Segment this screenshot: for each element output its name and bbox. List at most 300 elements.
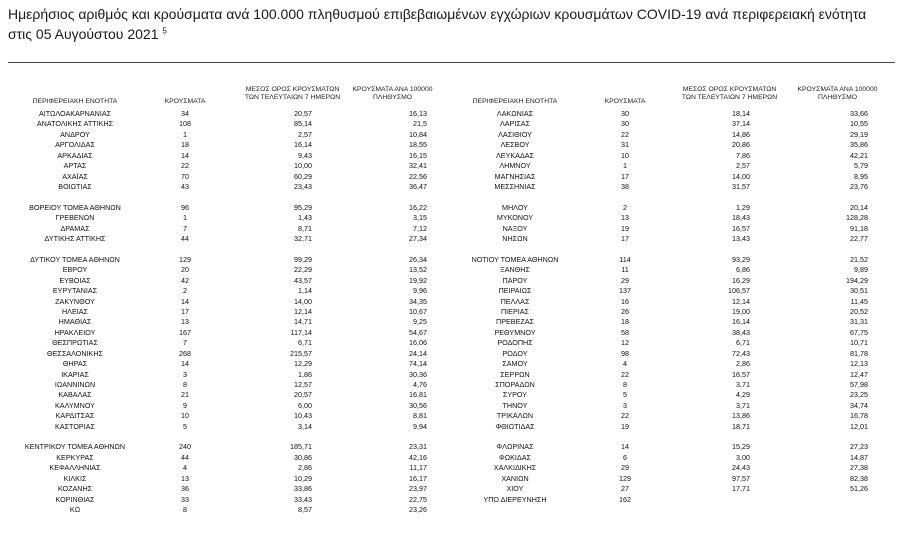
cases-cell: 8: [183, 505, 187, 514]
avg-cell: 6,00: [298, 400, 312, 410]
avg-cell: 15,29: [732, 442, 750, 452]
region-cell: ΚΟΖΑΝΗΣ: [57, 484, 93, 494]
rate-cell: 33,66: [850, 109, 868, 118]
rate-cell: 18,55: [409, 140, 427, 150]
cases-cell: 167: [179, 327, 191, 337]
cases-cell: 30: [621, 109, 629, 118]
region-cell: ΑΡΤΑΣ: [63, 161, 87, 171]
cases-cell: 4: [183, 463, 187, 473]
avg-cell: 2,57: [736, 161, 750, 171]
left-header-region: ΠΕΡΙΦΕΡΕΙΑΚΗ ΕΝΟΤΗΤΑ: [32, 98, 118, 105]
region-cell: ΤΗΝΟΥ: [502, 400, 528, 410]
region-cell: ΣΥΡΟΥ: [502, 390, 528, 400]
cases-cell: [155, 432, 215, 442]
cases-cell: 11: [621, 265, 629, 275]
title-text: Ημερήσιος αριθμός και κρούσματα ανά 100.000 πληθυσμού επιβεβαιωμένων εγχώριων κρουσμάτων COVID-19 ανά περιφερειακή ενότητα στις 05 Αυγούστου 2021: [8, 6, 867, 42]
avg-cell: 14,00: [732, 171, 750, 181]
region-cell: ΠΕΛΛΑΣ: [500, 296, 530, 306]
avg-cell: 1,43: [298, 213, 312, 223]
region-cell: ΗΜΑΘΙΑΣ: [58, 317, 92, 327]
region-cell: [445, 245, 585, 255]
cases-cell: 1: [623, 161, 627, 171]
cases-cell: 5: [183, 421, 187, 431]
region-cell: ΗΛΕΙΑΣ: [61, 307, 89, 316]
region-cell: ΙΚΑΡΙΑΣ: [61, 369, 89, 379]
region-cell: ΘΗΡΑΣ: [62, 359, 88, 369]
cases-cell: [595, 192, 655, 202]
avg-cell: 13,86: [732, 411, 750, 421]
region-cell: ΜΥΚΟΝΟΥ: [496, 213, 534, 223]
rate-cell: 34,74: [850, 400, 868, 410]
avg-cell: 9,43: [298, 150, 312, 160]
cases-cell: 44: [181, 452, 189, 462]
cases-cell: 42: [181, 275, 189, 285]
rate-cell: 10,67: [409, 307, 427, 316]
region-cell: ΑΙΤΩΛΟΑΚΑΡΝΑΝΙΑΣ: [38, 109, 112, 118]
region-cell: ΜΕΣΣΗΝΙΑΣ: [494, 181, 536, 191]
rate-cell: 16,06: [409, 338, 427, 348]
rate-cell: 7,12: [413, 223, 427, 233]
avg-cell: 6,86: [736, 265, 750, 275]
rate-cell: 22,75: [409, 494, 427, 504]
rate-cell: 42,16: [409, 452, 427, 462]
region-cell: ΛΑΡΙΣΑΣ: [499, 119, 531, 129]
rate-cell: 9,25: [413, 317, 427, 327]
avg-cell: 16,14: [294, 140, 312, 150]
cases-cell: 34: [181, 109, 189, 118]
avg-cell: 2,57: [298, 129, 312, 139]
avg-cell: 97,57: [732, 473, 750, 483]
region-cell: [445, 432, 585, 442]
cases-cell: 22: [181, 161, 189, 171]
rate-cell: 12,13: [850, 359, 868, 369]
cases-cell: 129: [179, 254, 191, 264]
avg-cell: 2,86: [298, 463, 312, 473]
cases-cell: 36: [181, 484, 189, 494]
cases-cell: 7: [183, 223, 187, 233]
cases-cell: 33: [181, 494, 189, 504]
region-cell: ΚΑΛΥΜΝΟΥ: [55, 400, 95, 410]
cases-cell: 13: [621, 213, 629, 223]
avg-cell: 18,14: [732, 109, 750, 118]
avg-cell: 16,57: [732, 223, 750, 233]
region-cell: ΡΕΘΥΜΝΟΥ: [494, 327, 536, 337]
rate-cell: 4,76: [413, 379, 427, 389]
avg-cell: 106,57: [728, 286, 750, 296]
cases-cell: 18: [181, 140, 189, 150]
rate-cell: 27,38: [850, 463, 868, 473]
cases-cell: 137: [619, 286, 631, 296]
avg-cell: 117,14: [290, 327, 312, 337]
cases-cell: 19: [621, 223, 629, 233]
cases-cell: 1: [183, 129, 187, 139]
avg-cell: 3,00: [736, 452, 750, 462]
cases-cell: 13: [181, 317, 189, 327]
rate-cell: 22,77: [850, 234, 868, 243]
rate-cell: 11,45: [850, 296, 868, 306]
avg-cell: 22,29: [294, 265, 312, 275]
region-cell: ΣΠΟΡΑΔΩΝ: [495, 379, 535, 389]
rate-cell: 128,28: [846, 213, 868, 223]
rate-cell: [377, 245, 427, 255]
region-cell: ΗΡΑΚΛΕΙΟΥ: [54, 327, 96, 337]
avg-cell: 18,71: [732, 421, 750, 431]
cases-cell: 7: [183, 338, 187, 348]
avg-cell: 20,57: [294, 109, 312, 118]
rate-cell: 14,87: [850, 452, 868, 462]
cases-cell: 129: [619, 473, 631, 483]
rate-cell: 16,13: [409, 109, 427, 118]
avg-cell: 18,43: [732, 213, 750, 223]
cases-cell: 13: [181, 473, 189, 483]
cases-cell: 240: [179, 442, 191, 452]
cases-cell: 14: [181, 296, 189, 306]
rate-cell: 10,55: [850, 119, 868, 129]
region-cell: ΚΩ: [69, 505, 81, 514]
rate-cell: 67,75: [850, 327, 868, 337]
region-cell: ΠΡΕΒΕΖΑΣ: [496, 317, 534, 327]
rate-cell: 9,96: [413, 286, 427, 296]
avg-cell: 13,43: [732, 234, 750, 243]
avg-cell: 60,29: [294, 171, 312, 181]
avg-cell: 14,00: [294, 296, 312, 306]
avg-cell: 12,57: [294, 379, 312, 389]
region-cell: ΛΕΣΒΟΥ: [500, 140, 530, 150]
avg-cell: 6,71: [298, 338, 312, 348]
rate-cell: 54,67: [409, 327, 427, 337]
left-header-rate: ΚΡΟΥΣΜΑΤΑ ΑΝΑ 100000 ΠΛΗΘΥΣΜΟ: [352, 86, 433, 101]
cases-cell: 14: [181, 150, 189, 160]
rate-cell: 34,35: [409, 296, 427, 306]
cases-cell: 10: [621, 150, 629, 160]
rate-cell: 29,19: [850, 129, 868, 139]
rate-cell: 30,36: [409, 369, 427, 379]
rate-cell: 32,41: [409, 161, 427, 171]
cases-cell: 12: [621, 338, 629, 348]
region-cell: ΡΟΔΟΠΗΣ: [497, 338, 533, 348]
cases-cell: 96: [181, 202, 189, 212]
region-cell: ΕΥΡΥΤΑΝΙΑΣ: [52, 286, 98, 296]
rate-cell: 91,18: [850, 223, 868, 233]
avg-cell: 43,57: [294, 275, 312, 285]
rate-cell: 57,98: [850, 379, 868, 389]
avg-cell: 12,14: [294, 307, 312, 316]
region-cell: ΠΑΡΟΥ: [502, 275, 528, 285]
right-header-avg: ΜΕΣΟΣ ΟΡΟΣ ΚΡΟΥΣΜΑΤΩΝ ΤΩΝ ΤΕΛΕΥΤΑΙΩΝ 7 ΗΜΕΡΩΝ: [681, 86, 778, 101]
title-footnote-marker: 5: [162, 26, 167, 36]
cases-cell: 8: [183, 379, 187, 389]
rate-cell: 16,81: [409, 390, 427, 400]
cases-cell: 43: [181, 181, 189, 191]
region-cell: ΛΗΜΝΟΥ: [499, 161, 531, 171]
rate-cell: 74,14: [409, 359, 427, 369]
rate-cell: 9,94: [413, 421, 427, 431]
rate-cell: 24,14: [409, 348, 427, 358]
cases-cell: 1: [183, 213, 187, 223]
avg-cell: 4,29: [736, 390, 750, 400]
cases-cell: 22: [621, 369, 629, 379]
region-cell: ΔΡΑΜΑΣ: [60, 223, 90, 233]
region-cell: ΛΑΚΩΝΙΑΣ: [496, 109, 534, 118]
avg-cell: 10,00: [294, 161, 312, 171]
avg-cell: 14,86: [732, 129, 750, 139]
cases-cell: 44: [181, 234, 189, 243]
rate-cell: 16,78: [850, 411, 868, 421]
rate-cell: 23,26: [409, 505, 427, 514]
region-cell: ΚΕΦΑΛΛΗΝΙΑΣ: [49, 463, 101, 473]
region-cell: ΛΑΣΙΘΙΟΥ: [498, 129, 532, 139]
region-cell: ΠΕΙΡΑΙΩΣ: [498, 286, 532, 296]
avg-cell: [700, 432, 750, 442]
avg-cell: [700, 192, 750, 202]
cases-cell: [595, 432, 655, 442]
avg-cell: 12,29: [294, 359, 312, 369]
cases-cell: 14: [621, 442, 629, 452]
rate-cell: 5,79: [854, 161, 868, 171]
region-cell: ΦΘΙΩΤΙΔΑΣ: [495, 421, 535, 431]
rate-cell: 23,31: [409, 442, 427, 452]
cases-cell: 30: [621, 119, 629, 129]
region-cell: ΒΟΙΩΤΙΑΣ: [58, 181, 92, 191]
cases-cell: 16: [621, 296, 629, 306]
region-cell: ΚΕΡΚΥΡΑΣ: [56, 452, 94, 462]
cases-cell: 108: [179, 119, 191, 129]
region-cell: ΕΥΒΟΙΑΣ: [59, 275, 91, 285]
cases-cell: 19: [621, 421, 629, 431]
cases-cell: 20: [181, 265, 189, 275]
rate-cell: 30,51: [850, 286, 868, 296]
cases-cell: 268: [179, 348, 191, 358]
rate-cell: 82,38: [850, 473, 868, 483]
avg-cell: 38,43: [732, 327, 750, 337]
rate-cell: 10,71: [850, 338, 868, 348]
cases-cell: 10: [181, 411, 189, 421]
cases-cell: 17: [621, 171, 629, 181]
region-cell: ΜΑΓΝΗΣΙΑΣ: [494, 171, 536, 181]
right-header-cases: ΚΡΟΥΣΜΑΤΑ: [604, 98, 646, 105]
region-cell: ΚΑΡΔΙΤΣΑΣ: [55, 411, 95, 421]
avg-cell: 16,57: [732, 369, 750, 379]
region-cell: ΝΗΣΩΝ: [502, 234, 528, 243]
region-cell: ΧΙΟΥ: [506, 484, 524, 494]
region-cell: ΚΑΒΑΛΑΣ: [58, 390, 92, 400]
avg-cell: [700, 245, 750, 255]
avg-cell: 33,43: [294, 494, 312, 504]
cases-cell: 2: [623, 202, 627, 212]
rate-cell: 22,56: [409, 171, 427, 181]
region-cell: ΒΟΡΕΙΟΥ ΤΟΜΕΑ ΑΘΗΝΩΝ: [29, 202, 121, 212]
rate-cell: 19,92: [409, 275, 427, 285]
cases-cell: 6: [623, 452, 627, 462]
rate-cell: 26,34: [409, 254, 427, 264]
rate-cell: 81,78: [850, 348, 868, 358]
rate-cell: 16,22: [409, 202, 427, 212]
region-cell: ΑΧΑΪΑΣ: [62, 171, 88, 181]
avg-cell: 16,29: [732, 275, 750, 285]
region-cell: ΖΑΚΥΝΘΟΥ: [55, 296, 95, 306]
rate-cell: 13,52: [409, 265, 427, 275]
avg-cell: [262, 245, 312, 255]
cases-cell: 29: [621, 463, 629, 473]
rate-cell: 30,56: [409, 400, 427, 410]
region-cell: ΣΕΡΡΩΝ: [500, 369, 530, 379]
cases-cell: 9: [183, 400, 187, 410]
avg-cell: 95,29: [294, 202, 312, 212]
avg-cell: 185,71: [290, 442, 312, 452]
region-cell: ΠΙΕΡΙΑΣ: [500, 307, 529, 316]
region-cell: ΥΠΟ ΔΙΕΡΕΥΝΗΣΗ: [483, 494, 547, 504]
region-cell: ΞΑΝΘΗΣ: [500, 265, 530, 275]
rate-cell: [377, 432, 427, 442]
avg-cell: 85,14: [294, 119, 312, 129]
region-cell: [5, 245, 145, 255]
cases-cell: 22: [621, 129, 629, 139]
cases-cell: 17: [181, 307, 189, 316]
cases-cell: 29: [621, 275, 629, 285]
avg-cell: 8,57: [298, 505, 312, 514]
avg-cell: 20,86: [732, 140, 750, 150]
cases-cell: 38: [621, 181, 629, 191]
avg-cell: 12,14: [732, 296, 750, 306]
region-cell: ΘΕΣΣΑΛΟΝΙΚΗΣ: [47, 348, 103, 358]
rate-cell: 23,97: [409, 484, 427, 494]
region-cell: [445, 192, 585, 202]
avg-cell: 93,29: [732, 254, 750, 264]
rate-cell: [377, 192, 427, 202]
region-cell: ΑΡΓΟΛΙΔΑΣ: [55, 140, 95, 150]
rate-cell: [818, 495, 868, 505]
rate-cell: 31,31: [850, 317, 868, 327]
region-cell: ΚΟΡΙΝΘΙΑΣ: [55, 494, 95, 504]
rate-cell: 194,29: [846, 275, 868, 285]
page-title: [8, 4, 888, 44]
right-header-rate: ΚΡΟΥΣΜΑΤΑ ΑΝΑ 100000 ΠΛΗΘΥΣΜΟ: [797, 86, 878, 101]
rate-cell: 42,21: [850, 150, 868, 160]
region-cell: ΦΩΚΙΔΑΣ: [499, 452, 531, 462]
cases-cell: 18: [621, 317, 629, 327]
rate-cell: 51,26: [850, 484, 868, 494]
cases-cell: 4: [623, 359, 627, 369]
avg-cell: 3,71: [736, 379, 750, 389]
cases-cell: 2: [183, 286, 187, 296]
rate-cell: 16,15: [409, 150, 427, 160]
cases-cell: 17: [621, 234, 629, 243]
left-header-avg: ΜΕΣΟΣ ΟΡΟΣ ΚΡΟΥΣΜΑΤΩΝ ΤΩΝ ΤΕΛΕΥΤΑΙΩΝ 7 ΗΜΕΡΩΝ: [244, 86, 341, 101]
avg-cell: 14,71: [294, 317, 312, 327]
rate-cell: 9,89: [854, 265, 868, 275]
region-cell: ΑΝΑΤΟΛΙΚΗΣ ΑΤΤΙΚΗΣ: [36, 119, 114, 129]
region-cell: ΧΑΝΙΩΝ: [501, 473, 529, 483]
avg-cell: 37,14: [732, 119, 750, 129]
cases-cell: 14: [181, 359, 189, 369]
region-cell: ΚΑΣΤΟΡΙΑΣ: [55, 421, 95, 431]
rate-cell: 20,52: [850, 307, 868, 316]
avg-cell: 3,14: [298, 421, 312, 431]
avg-cell: 215,57: [290, 348, 312, 358]
avg-cell: 72,43: [732, 348, 750, 358]
cases-cell: 27: [621, 484, 629, 494]
rate-cell: 11,17: [409, 463, 427, 473]
rate-cell: 27,34: [409, 234, 427, 243]
avg-cell: 20,57: [294, 390, 312, 400]
cases-cell: 31: [621, 140, 629, 150]
avg-cell: 32,71: [294, 234, 312, 243]
rate-cell: 12,47: [850, 369, 868, 379]
rate-cell: 27,23: [850, 442, 868, 452]
avg-cell: 23,43: [294, 181, 312, 191]
region-cell: ΙΩΑΝΝΙΝΩΝ: [54, 379, 96, 389]
avg-cell: 6,71: [736, 338, 750, 348]
avg-cell: 7,86: [736, 150, 750, 160]
avg-cell: 1,14: [298, 286, 312, 296]
avg-cell: [700, 495, 750, 505]
left-header-cases: ΚΡΟΥΣΜΑΤΑ: [164, 98, 206, 105]
avg-cell: 31,57: [732, 181, 750, 191]
region-cell: ΧΑΛΚΙΔΙΚΗΣ: [493, 463, 537, 473]
avg-cell: 8,71: [298, 223, 312, 233]
cases-cell: 3: [623, 400, 627, 410]
cases-cell: 162: [619, 494, 631, 504]
cases-cell: 3: [183, 369, 187, 379]
header-divider: [8, 62, 895, 63]
avg-cell: 10,29: [294, 473, 312, 483]
cases-cell: 114: [619, 254, 631, 264]
region-cell: [5, 432, 145, 442]
region-cell: ΡΟΔΟΥ: [502, 348, 528, 358]
avg-cell: 33,86: [294, 484, 312, 494]
rate-cell: 8,95: [854, 171, 868, 181]
rate-cell: 8,81: [413, 411, 427, 421]
cases-cell: 70: [181, 171, 189, 181]
avg-cell: 19,00: [732, 307, 750, 316]
cases-cell: 5: [623, 390, 627, 400]
rate-cell: 21,5: [413, 119, 427, 129]
region-cell: ΛΕΥΚΑΔΑΣ: [495, 150, 534, 160]
region-cell: ΜΗΛΟΥ: [502, 202, 528, 212]
region-cell: ΝΑΞΟΥ: [502, 223, 528, 233]
region-cell: ΘΕΣΠΡΩΤΙΑΣ: [52, 338, 98, 348]
region-cell: ΚΕΝΤΡΙΚΟΥ ΤΟΜΕΑ ΑΘΗΝΩΝ: [24, 442, 126, 452]
region-cell: ΦΛΩΡΙΝΑΣ: [496, 442, 534, 452]
avg-cell: 30,86: [294, 452, 312, 462]
avg-cell: 10,43: [294, 411, 312, 421]
region-cell: ΝΟΤΙΟΥ ΤΟΜΕΑ ΑΘΗΝΩΝ: [471, 254, 559, 264]
right-header-region: ΠΕΡΙΦΕΡΕΙΑΚΗ ΕΝΟΤΗΤΑ: [472, 98, 558, 105]
cases-cell: 22: [621, 411, 629, 421]
region-cell: ΤΡΙΚΑΛΩΝ: [496, 411, 534, 421]
region-cell: ΕΒΡΟΥ: [62, 265, 88, 275]
avg-cell: 24,43: [732, 463, 750, 473]
region-cell: ΓΡΕΒΕΝΩΝ: [55, 213, 95, 223]
rate-cell: [818, 192, 868, 202]
cases-cell: 21: [181, 390, 189, 400]
cases-cell: 98: [621, 348, 629, 358]
avg-cell: 2,86: [736, 359, 750, 369]
region-cell: ΑΡΚΑΔΙΑΣ: [57, 150, 93, 160]
rate-cell: 16,17: [409, 473, 427, 483]
rate-cell: 35,86: [850, 140, 868, 150]
rate-cell: 36,47: [409, 181, 427, 191]
cases-cell: [155, 245, 215, 255]
region-cell: ΣΑΜΟΥ: [502, 359, 528, 369]
region-cell: [5, 192, 145, 202]
rate-cell: 21,52: [850, 254, 868, 264]
avg-cell: [262, 192, 312, 202]
region-cell: ΚΙΛΚΙΣ: [63, 473, 87, 483]
avg-cell: [262, 432, 312, 442]
region-cell: ΔΥΤΙΚΟΥ ΤΟΜΕΑ ΑΘΗΝΩΝ: [30, 254, 120, 264]
avg-cell: 99,29: [294, 254, 312, 264]
